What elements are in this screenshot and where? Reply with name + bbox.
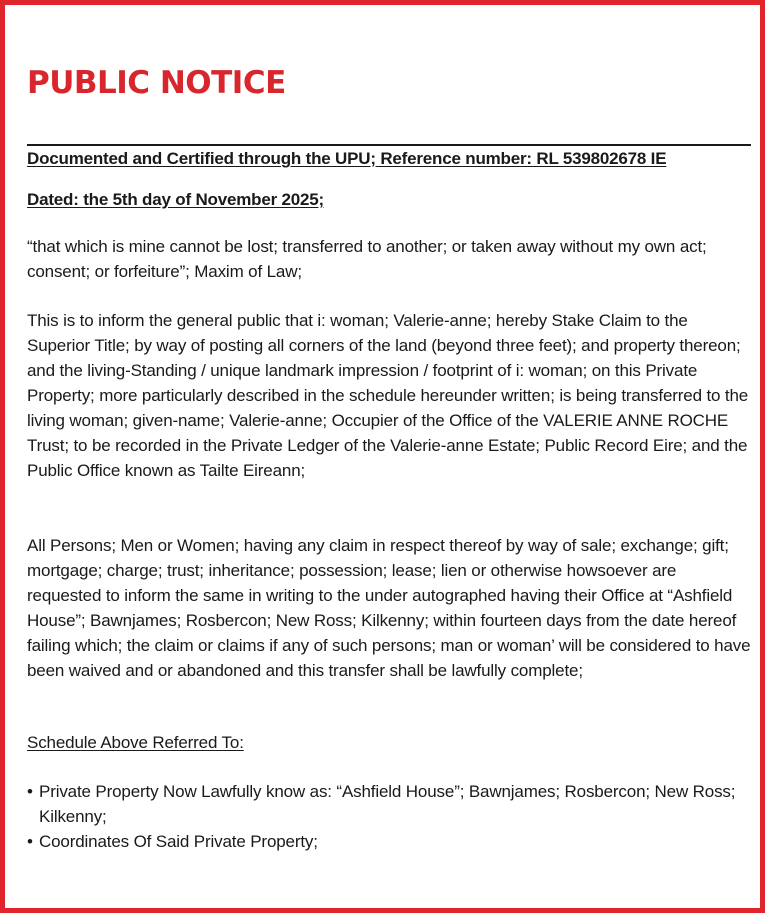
reference-line: Documented and Certified through the UPU; Reference number: RL 539802678 IE bbox=[27, 149, 667, 168]
schedule-item-property: Private Property Now Lawfully know as: “Ashfield House”; Bawnjames; Rosbercon; New Ross; Kilkenny; bbox=[39, 782, 736, 826]
persons-paragraph: All Persons; Men or Women; having any claim in respect thereof by way of sale; exchange; gift; mortgage; charge; trust; inheritance; possession; lease; lien or otherwise howsoever are requested to inform the same in writing to the under autographed having their Office at “Ashfield House”; Bawnjames; Rosbercon; New Ross; Kilkenny; within fourteen days from the date hereof failing which; the claim or claims if any of such persons; man or woman’ will be considered to have been waived and or abandoned and this transfer shall be lawfully complete; bbox=[27, 536, 751, 680]
schedule-list bbox=[27, 779, 751, 854]
list-item bbox=[27, 829, 751, 854]
schedule-item-coordinates: Coordinates Of Said Private Property; bbox=[39, 832, 318, 851]
maxim-paragraph: “that which is mine cannot be lost; transferred to another; or taken away without my own act; consent; or forfeiture”; Maxim of Law; bbox=[27, 237, 707, 281]
top-rule bbox=[27, 144, 751, 146]
schedule-heading: Schedule Above Referred To: bbox=[27, 733, 244, 752]
bullet-icon: • bbox=[27, 782, 33, 801]
bullet-icon: • bbox=[27, 832, 33, 851]
notice-title: PUBLIC NOTICE bbox=[27, 65, 286, 101]
list-item bbox=[27, 779, 751, 829]
claim-paragraph: This is to inform the general public that i: woman; Valerie-anne; hereby Stake Claim to the Superior Title; by way of posting all corners of the land (beyond three feet); and property thereon; and the living-Standing / unique landmark impression / footprint of i: woman; on this Private Property; more particularly described in the schedule hereunder written; is being transferred to the living woman; given-name; Valerie-anne; Occupier of the Office of the VALERIE ANNE ROCHE Trust; to be recorded in the Private Ledger of the Valerie-anne Estate; Public Record Eire; and the Public Office known as Tailte Eireann; bbox=[27, 311, 749, 480]
dated-line: Dated: the 5th day of November 2025; bbox=[27, 190, 324, 209]
